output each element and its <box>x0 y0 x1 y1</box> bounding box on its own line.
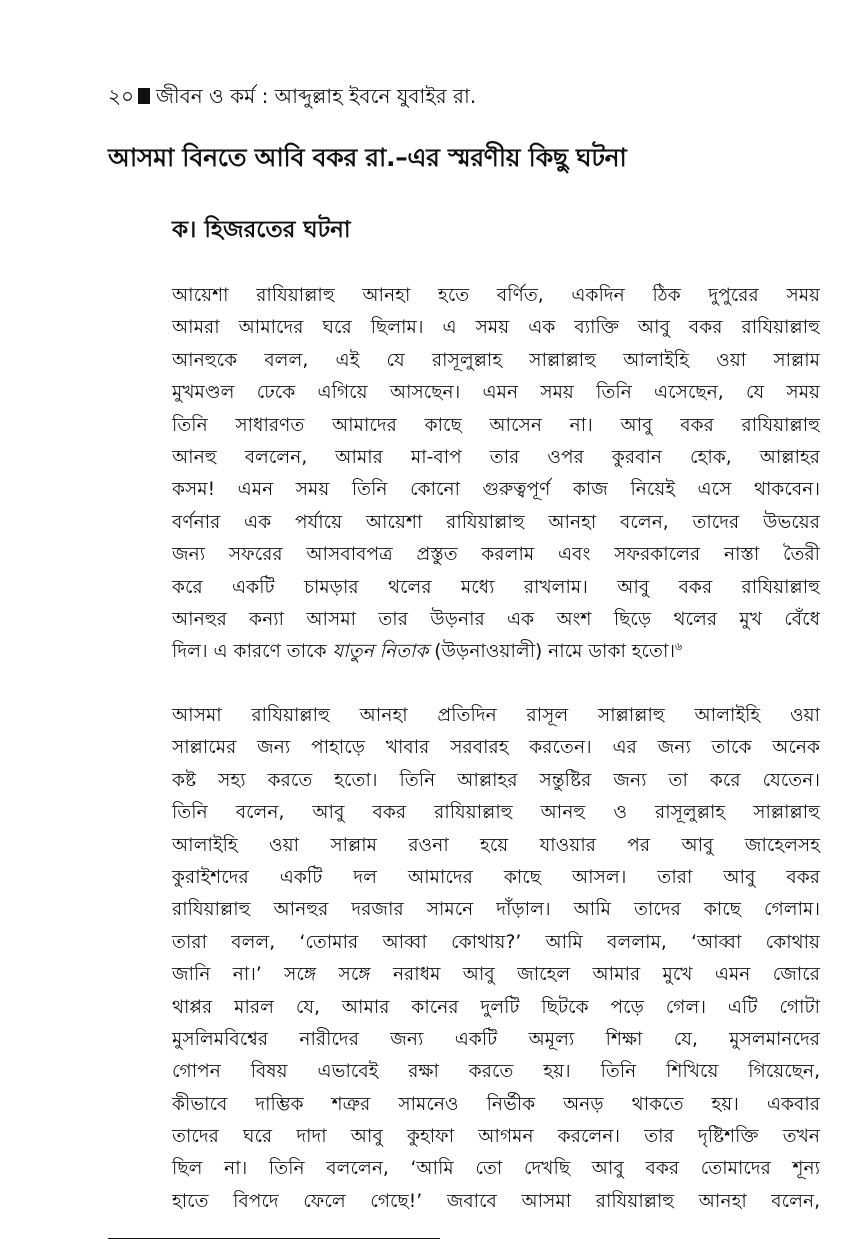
text-line: গোপন বিষয় এভাবেই রক্ষা করতে হয়। তিনি শিখিয়ে গিয়েছেন, <box>172 1061 820 1083</box>
text-segment: দিল। এ কারণে তাকে <box>172 641 333 663</box>
text-line: বর্ণনার এক পর্যায়ে আয়েশা রাযিয়াল্লাহু আনহা বলেন, তাদের উভয়ের <box>172 511 820 533</box>
text-line: আয়েশা রাযিয়াল্লাহু আনহা হতে বর্ণিত, একদিন ঠিক দুপুরের সময় <box>172 285 820 306</box>
text-line: আনহুকে বলল, এই যে রাসূলুল্লাহ সাল্লাল্লাহু আলাইহি ওয়া সাল্লাম <box>172 349 820 371</box>
page-number: ২০ <box>108 84 135 108</box>
footnote-marker: ৬ <box>675 640 683 654</box>
text-line: আসমা রাযিয়াল্লাহু আনহা প্রতিদিন রাসূল সাল্লাল্লাহু আলাইহি ওয়া <box>172 705 820 726</box>
text-line: কষ্ট সহ্য করতে হতো। তিনি আল্লাহর সন্তুষ্টির জন্য তা করে যেতেন। <box>172 769 820 791</box>
square-separator-icon <box>138 88 150 104</box>
paragraph-1 <box>172 280 820 669</box>
text-line: তিনি বলেন, আবু বকর রাযিয়াল্লাহু আনহু ও রাসূলুল্লাহ সাল্লাল্লাহু <box>172 802 820 824</box>
text-line: তাদের ঘরে দাদা আবু কুহাফা আগমন করলেন। তার দৃষ্টিশক্তি তখন <box>172 1126 820 1148</box>
text-line: আনহু বললেন, আমার মা-বাপ তার ওপর কুরবান হোক, আল্লাহর <box>172 446 820 468</box>
text-line: সাল্লামের জন্য পাহাড়ে খাবার সরবারহ করতেন। এর জন্য তাকে অনেক <box>172 737 820 759</box>
text-line: আনহুর কন্যা আসমা তার উড়নার এক অংশ ছিড়ে থলের মুখ বেঁধে <box>172 608 820 630</box>
footnote-divider <box>108 1238 440 1239</box>
text-line: কুরাইশদের একটি দল আমাদের কাছে আসল। তারা আবু বকর <box>172 866 820 888</box>
text-line: করে একটি চামড়ার থলের মধ্যে রাখলাম। আবু বকর রাযিয়াল্লাহু <box>172 576 820 598</box>
text-line: জানি না।’ সঙ্গে সঙ্গে নরাধম আবু জাহেল আমার মুখে এমন জোরে <box>172 964 820 986</box>
text-line: রাযিয়াল্লাহু আনহুর দরজার সামনে দাঁড়াল। আমি তাদের কাছে গেলাম। <box>172 899 820 921</box>
text-line: তারা বলল, ‘তোমার আব্বা কোথায়?’ আমি বললাম, ‘আব্বা কোথায় <box>172 931 820 953</box>
running-header <box>108 82 828 110</box>
paragraph-2 <box>172 700 820 1218</box>
subsection-title: ক। হিজরতের ঘটনা <box>172 217 351 243</box>
text-line: কসম! এমন সময় তিনি কোনো গুরুত্বপূর্ণ কাজ নিয়েই এসে থাকবেন। <box>172 479 820 501</box>
text-segment: (উড়নাওয়ালী) নামে ডাকা হতো। <box>428 641 675 663</box>
running-title: জীবন ও কর্ম : আব্দুল্লাহ ইবনে যুবাইর রা. <box>156 84 477 108</box>
text-line: হাতে বিপদে ফেলে গেছে!’ জবাবে আসমা রাযিয়াল্লাহু আনহা বলেন, <box>172 1190 820 1212</box>
text-line: জন্য সফরের আসবাবপত্র প্রস্তুত করলাম এবং সফরকালের নাস্তা তৈরী <box>172 544 820 566</box>
text-line: ছিল না। তিনি বললেন, ‘আমি তো দেখছি আবু বকর তোমাদের শূন্য <box>172 1158 820 1180</box>
text-line: আমরা আমাদের ঘরে ছিলাম। এ সময় এক ব্যাক্তি আবু বকর রাযিয়াল্লাহু <box>172 317 820 339</box>
text-line: তিনি সাধারণত আমাদের কাছে আসেন না। আবু বকর রাযিয়াল্লাহু <box>172 414 820 436</box>
text-line: আলাইহি ওয়া সাল্লাম রওনা হয়ে যাওয়ার পর আবু জাহেলসহ <box>172 834 820 856</box>
italic-term: যাতুন নিতাক <box>332 641 429 663</box>
section-title: আসমা বিনতে আবি বকর রা.–এর স্মরণীয় কিছু ঘটনা <box>108 143 627 172</box>
text-line: কীভাবে দাম্ভিক শত্রুর সামনেও নির্ভীক অনড় থাকতে হয়। একবার <box>172 1093 820 1115</box>
text-line: থাপ্পর মারল যে, আমার কানের দুলটি ছিটকে পড়ে গেল। এটি গোটা <box>172 996 820 1018</box>
text-line-last <box>172 636 820 668</box>
text-line: মুখমণ্ডল ঢেকে এগিয়ে আসছেন। এমন সময় তিনি এসেছেন, যে সময় <box>172 382 820 404</box>
text-line: মুসলিমবিশ্বের নারীদের জন্য একটি অমূল্য শিক্ষা যে, মুসলমানদের <box>172 1028 820 1050</box>
